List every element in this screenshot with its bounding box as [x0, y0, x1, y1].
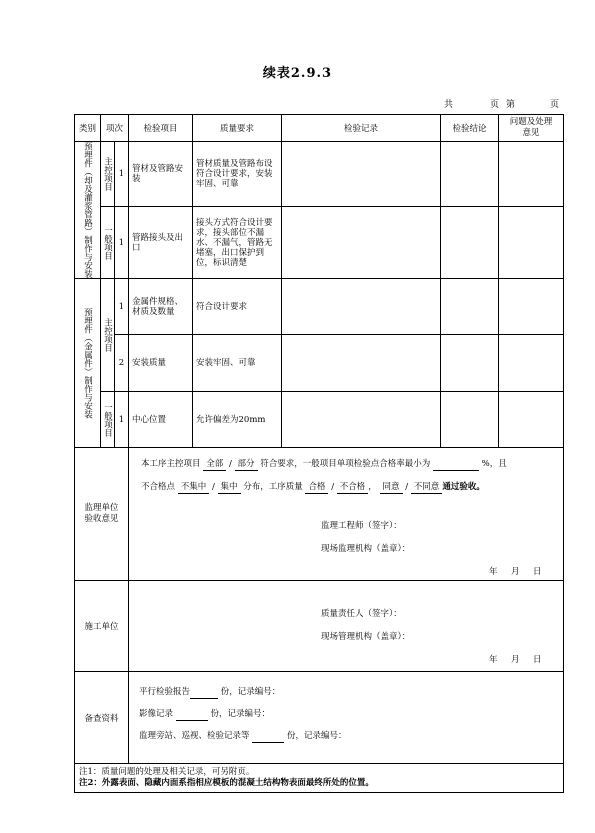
- construction-label: 施工单位: [75, 581, 129, 672]
- header-category: 类别: [75, 115, 101, 142]
- form-title: 续表2.9.3: [262, 66, 333, 81]
- notes: [75, 764, 564, 793]
- s2-main-quality-1: 符合设计要求: [193, 279, 282, 335]
- s2-main-row-2: [75, 335, 564, 392]
- s2-main-problem-1[interactable]: [499, 279, 564, 335]
- s1-main-quality: 管材质量及管路布设符合设计要求，安装牢固、可靠: [193, 142, 282, 207]
- inspection-record-count[interactable]: [252, 731, 284, 743]
- pass-rate-blank[interactable]: [433, 459, 479, 471]
- s1-main-conclusion[interactable]: [441, 142, 499, 207]
- s2-main-item-1: 金属件规格、材质及数量: [129, 279, 193, 335]
- header-quality: 质量要求: [193, 115, 282, 142]
- s1-main-row: [75, 142, 564, 207]
- s2-category: 预埋件（金属件）制作与安装: [75, 279, 101, 448]
- construction-opinion: 质量责任人（签字）： 现场管理机构（盖章）： 年 月 日: [129, 581, 564, 672]
- s2-general-label: 一般项目: [101, 392, 115, 448]
- reference-content: 平行检验报告 份，记录编号： 影像记录 份，记录编号： 监理旁站、巡视、检验记录等 份，记录编号：: [129, 672, 564, 764]
- reference-label: 备查资料: [75, 672, 129, 764]
- header-record: 检验记录: [282, 115, 441, 142]
- s2-general-row: [75, 392, 564, 448]
- s2-general-quality: 允许偏差为20mm: [193, 392, 282, 448]
- option-disagree[interactable]: 不同意: [411, 482, 443, 494]
- s2-general-record[interactable]: [282, 392, 441, 448]
- s2-general-problem[interactable]: [499, 392, 564, 448]
- option-concentrated[interactable]: 集中: [218, 482, 241, 494]
- image-record-count[interactable]: [176, 709, 208, 721]
- supervision-label: 监理单位 验收意见: [75, 448, 129, 581]
- s1-main-record[interactable]: [282, 142, 441, 207]
- header-conclusion: 检验结论: [441, 115, 499, 142]
- header-item-no: 项次: [101, 115, 129, 142]
- note-1: 注1：质量问题的处理及相关记录，可另附页。: [79, 767, 255, 777]
- s1-general-label: 一般项目: [101, 207, 115, 279]
- option-all[interactable]: 全部: [203, 459, 226, 471]
- s2-main-record-1[interactable]: [282, 279, 441, 335]
- s2-general-conclusion[interactable]: [441, 392, 499, 448]
- construction-agency-seal[interactable]: 现场管理机构（盖章）：: [321, 632, 411, 642]
- inspection-table: [74, 114, 564, 793]
- note-2: 注2：外露表面、隐藏内面系指相应模板的混凝土结构物表面最终所处的位置。: [79, 778, 374, 788]
- construction-person-sign[interactable]: 质量责任人（签字）：: [321, 609, 402, 619]
- header-row: [75, 115, 564, 142]
- header-check-item: 检验项目: [129, 115, 193, 142]
- option-part[interactable]: 部分: [235, 459, 258, 471]
- s2-main-conclusion-1[interactable]: [441, 279, 499, 335]
- option-agree[interactable]: 同意: [380, 482, 403, 494]
- s2-main-no-2: 2: [115, 335, 129, 392]
- s1-general-record[interactable]: [282, 207, 441, 279]
- notes-row: [75, 764, 564, 793]
- supervision-row: [75, 448, 564, 581]
- s1-general-item: 管路接头及出口: [129, 207, 193, 279]
- s1-general-no: 1: [115, 207, 129, 279]
- s2-main-quality-2: 安装牢固、可靠: [193, 335, 282, 392]
- s2-main-label: 主控项目: [101, 279, 115, 392]
- s2-general-no: 1: [115, 392, 129, 448]
- s1-main-no: 1: [115, 142, 129, 207]
- s2-main-record-2[interactable]: [282, 335, 441, 392]
- s1-general-row: [75, 207, 564, 279]
- s2-main-conclusion-2[interactable]: [441, 335, 499, 392]
- s2-main-row-1: [75, 279, 564, 335]
- s2-main-item-2: 安装质量: [129, 335, 193, 392]
- s1-main-problem[interactable]: [499, 142, 564, 207]
- supervision-agency-seal[interactable]: 现场监理机构（盖章）：: [321, 544, 411, 554]
- s2-main-no-1: 1: [115, 279, 129, 335]
- s1-general-conclusion[interactable]: [441, 207, 499, 279]
- header-problem: 问题及处理 意见: [499, 115, 564, 142]
- s1-general-quality: 接头方式符合设计要求，接头部位不漏水、不漏气，管路无堵塞，出口保护到位，标识清楚: [193, 207, 282, 279]
- option-pass[interactable]: 合格: [305, 482, 328, 494]
- option-fail[interactable]: 不合格: [337, 482, 369, 494]
- construction-row: [75, 581, 564, 672]
- reference-row: [75, 672, 564, 764]
- supervision-engineer-sign[interactable]: 监理工程师（签字）：: [321, 521, 402, 531]
- s1-general-problem[interactable]: [499, 207, 564, 279]
- supervision-opinion: 本工序主控项目 全部 / 部分 符合要求，一般项目单项检验点合格率最小为 %，且 不合格点 不集中 / 集中 分布，工序质量 合格 / 不合格 ， 同意 / 不同意 通过验收。 监理工程师（签字）： 现场监理机构（盖章）： 年 月 日: [129, 448, 564, 581]
- s1-main-item: 管材及管路安装: [129, 142, 193, 207]
- s1-main-label: 主控项目: [101, 142, 115, 207]
- option-not-concentrated[interactable]: 不集中: [178, 482, 210, 494]
- s1-category: 预埋件（却及灌浆管路）制作与安装: [75, 142, 101, 279]
- s2-general-item: 中心位置: [129, 392, 193, 448]
- s2-main-problem-2[interactable]: [499, 335, 564, 392]
- parallel-report-count[interactable]: [190, 687, 218, 699]
